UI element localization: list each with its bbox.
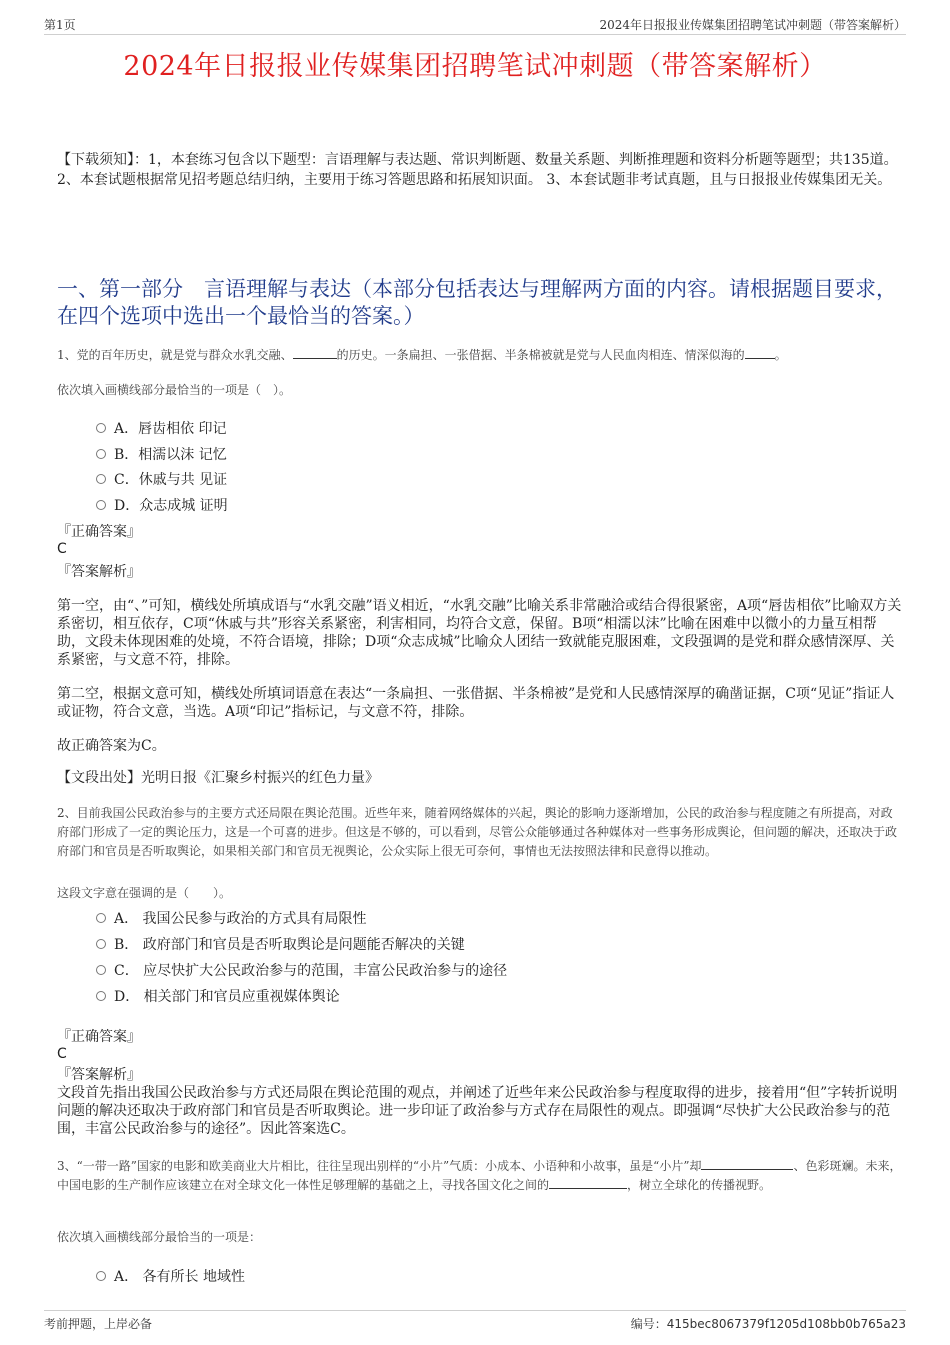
radio-icon[interactable]: [96, 1271, 106, 1281]
page-footer: [44, 1310, 906, 1331]
document-title: 2024年日报报业传媒集团招聘笔试冲刺题（带答案解析）: [123, 51, 827, 82]
q1-option-b[interactable]: B．相濡以沫 记忆: [96, 444, 227, 464]
q1-option-c[interactable]: C．休戚与共 见证: [96, 469, 227, 489]
q1-answer-label: 『正确答案』: [57, 524, 141, 540]
q2-option-b[interactable]: B． 政府部门和官员是否听取舆论是问题能否解决的关键: [96, 934, 465, 954]
radio-icon[interactable]: [96, 423, 106, 433]
radio-icon[interactable]: [96, 474, 106, 484]
q1-answer: C: [57, 541, 67, 557]
page-header: [44, 14, 906, 35]
header-title: 2024年日报报业传媒集团招聘笔试冲刺题（带答案解析）: [599, 18, 906, 32]
radio-icon[interactable]: [96, 500, 106, 510]
radio-icon[interactable]: [96, 939, 106, 949]
q1-analysis-p2: 第二空，根据文意可知，横线处所填词语意在表达“一条扁担、一张借据、半条棉被”是党和人民感情深厚的确凿证据，C项“见证”指证人或证物，符合文意，当选。A项“印记”指标记，与文意不符，排除。: [57, 686, 895, 720]
download-notice: 【下载须知】：1，本套练习包含以下题型：言语理解与表达题、常识判断题、数量关系题、判断推理题和资料分析题等题型；共135道。 2、本套试题根据常见招考题总结归纳，主要用于练习答题思路和拓展知识面。 3、本套试题非考试真题，且与日报报业传媒集团无关。: [57, 152, 898, 188]
q3-blank-1: [701, 1157, 793, 1170]
radio-icon[interactable]: [96, 449, 106, 459]
radio-icon[interactable]: [96, 965, 106, 975]
q1-analysis-p3: 故正确答案为C。: [57, 738, 166, 754]
q2-analysis: 文段首先指出我国公民政治参与方式还局限在舆论范围的观点，并阐述了近些年来公民政治参与程度取得的进步，接着用“但”字转折说明问题的解决还取决于政府部门和官员是否听取舆论。进一步印证了政治参与方式存在局限性的观点。即强调“尽快扩大公民政治参与的范围，丰富公民政治参与的途径”。因此答案选C。: [57, 1085, 898, 1137]
radio-icon[interactable]: [96, 991, 106, 1001]
radio-icon[interactable]: [96, 913, 106, 923]
q2-ask: 这段文字意在强调的是（ ）。: [57, 886, 232, 900]
q1-stem: 1、党的百年历史，就是党与群众水乳交融、 的历史。一条扁担、一张借据、半条棉被就是党与人民血肉相连、情深似海的 。: [57, 348, 787, 362]
q1-analysis-label: 『答案解析』: [57, 564, 141, 580]
q1-source: 【文段出处】光明日报《汇聚乡村振兴的红色力量》: [57, 770, 379, 786]
q2-option-d[interactable]: D． 相关部门和官员应重视媒体舆论: [96, 986, 340, 1006]
q1-option-a[interactable]: A．唇齿相依 印记: [96, 418, 227, 438]
footer-serial: 编号：415bec8067379f1205d108bb0b765a23: [630, 1317, 906, 1331]
footer-slogan: 考前押题，上岸必备: [44, 1317, 153, 1331]
q3-blank-2: [549, 1176, 627, 1189]
q2-analysis-label: 『答案解析』: [57, 1067, 141, 1083]
page-number: 第1页: [44, 18, 76, 32]
q1-blank-2: [745, 346, 775, 359]
q2-option-a[interactable]: A． 我国公民参与政治的方式具有局限性: [96, 908, 367, 928]
q3-stem: 3、“一带一路”国家的电影和欧美商业大片相比，往往呈现出别样的“小片”气质：小成本、小语种和小故事，虽是“小片”却 、色彩斑斓。未来，中国电影的生产制作应该建立在对全球文化一体性足够理解的基础之上，寻找各国文化之间的 ，树立全球化的传播视野。: [57, 1159, 902, 1192]
q2-stem: 2、目前我国公民政治参与的主要方式还局限在舆论范围。近些年来，随着网络媒体的兴起，舆论的影响力逐渐增加，公民的政治参与程度随之有所提高，对政府部门形成了一定的舆论压力，这是一个可喜的进步。但这是不够的，可以看到，尽管公众能够通过各种媒体对一些事务形成舆论，但问题的解决，还取决于政府部门和官员是否听取舆论，如果相关部门和官员无视舆论，公众实际上很无可奈何，事情也无法按照法律和民意得以推动。: [57, 806, 898, 858]
q3-ask: 依次填入画横线部分最恰当的一项是：: [57, 1230, 262, 1244]
q1-option-d[interactable]: D．众志成城 证明: [96, 495, 228, 515]
q1-blank-1: [293, 346, 337, 359]
q2-answer-label: 『正确答案』: [57, 1029, 141, 1045]
q1-analysis-p1: 第一空，由“、”可知，横线处所填成语与“水乳交融”语义相近，“水乳交融”比喻关系非常融洽或结合得很紧密，A项“唇齿相依”比喻双方关系密切，相互依存，C项“休戚与共”形容关系紧密，利害相同，均符合文意，保留。B项“相濡以沫”比喻在困难中以微小的力量互相帮助，文段未体现困难的处境，不符合语境，排除；D项“众志成城”比喻众人团结一致就能克服困难，文段强调的是党和群众感情深厚、关系紧密，与文意不符，排除。: [57, 598, 902, 668]
section-heading: 一、第一部分 言语理解与表达（本部分包括表达与理解两方面的内容。请根据题目要求，在四个选项中选出一个最恰当的答案。）: [57, 277, 897, 328]
q1-ask: 依次填入画横线部分最恰当的一项是（ ）。: [57, 383, 292, 397]
q2-answer: C: [57, 1046, 67, 1062]
q2-option-c[interactable]: C． 应尽快扩大公民政治参与的范围，丰富公民政治参与的途径: [96, 960, 507, 980]
q3-option-a[interactable]: A． 各有所长 地域性: [96, 1266, 245, 1286]
